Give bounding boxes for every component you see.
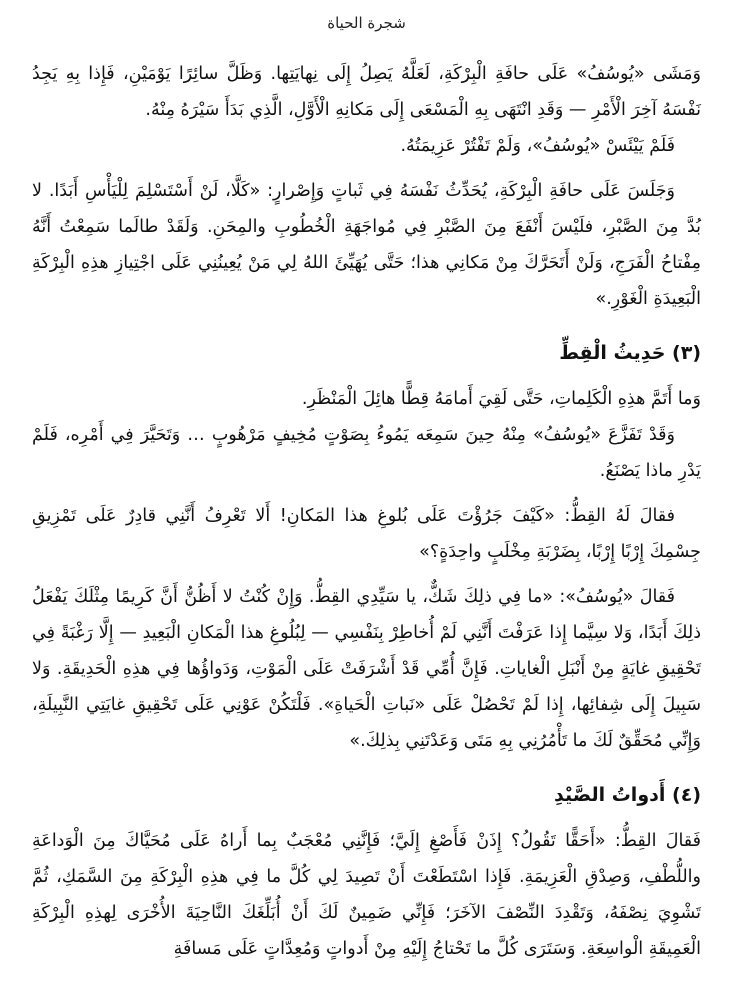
section-heading: (٣) حَدِيثُ الْقِطِّ <box>559 342 701 364</box>
page-body <box>32 56 701 967</box>
paragraph: وَما أَتَمَّ هذِهِ الْكَلِماتِ، حَتَّى لَقِيَ أَمامَهُ قِطًّا هائِلَ الْمَنْظَرِ. <box>301 389 701 409</box>
paragraph: فَقالَ «يُوسُفُ»: «ما فِي ذلِكَ شَكٌّ، يا سَيِّدِي القِطُّ. وَإِنْ كُنْتُ لا أَظُنُّ أَنَّ كَرِيمًا مِثْلَكَ يَفْعَلُ ذلِكَ أَبَدًا، وَلا سِيَّما إِذا عَرَفْتَ أَنَّنِي لَمْ أُخاطِرْ بِنَفْسِي — لِبُلُوغِ هذا الْمَكانِ الْبَعِيدِ — إِلَّا رَغْبَةً فِي تَحْقِيقِ غايَةٍ مِنْ أَنْبَلِ الْغاياتِ. فَإِنَّ أُمِّي قَدْ أَشْرَفَتْ عَلَى الْمَوْتِ، وَدَواؤُها فِي هذِهِ الْحَدِيقَةِ. وَلا سَبِيلَ إِلَى شِفائِها، إِذا لَمْ تَحْصُلْ عَلَى «نَباتِ الْحَياةِ». فَلْتَكُنْ عَوْنِي عَلَى تَحْقِيقِ غايَتِي النَّبِيلَةِ، وَإِنِّي مُحَقِّقٌ لَكَ ما تَأْمُرُنِي بِهِ مَتَى وَعَدْتَنِي بِذلِكَ.» <box>32 587 701 751</box>
section-heading: (٤) أَدواتُ الصَّيْدِ <box>554 784 701 806</box>
paragraph: وَقَدْ تَفَزَّعَ «يُوسُفُ» مِنْهُ حِينَ سَمِعَه يَمُوءُ بِصَوْتٍ مُخِيفٍ مَرْهُوبٍ … وَتَحَيَّرَ فِي أَمْرِه، فَلَمْ يَدْرِ ماذا يَصْنَعُ. <box>32 425 701 481</box>
paragraph: وَمَشَى «يُوسُفُ» عَلَى حافَةِ الْبِرْكَةِ، لَعَلَّهُ يَصِلُ إِلَى نِهايَتِها. وَظَلَّ سائِرًا يَوْمَيْنِ، فَإِذا بِهِ يَجِدُ نَفْسَهُ آخِرَ الْأَمْرِ — وَقَدِ انْتَهَى بِهِ الْمَسْعَى إِلَى مَكانِهِ الْأَوَّلِ، الَّذِي بَدَأَ سَيْرَهُ مِنْهُ. <box>32 64 701 120</box>
running-header: شجرة الحياة <box>327 14 406 32</box>
paragraph: فَلَمْ يَيْئَسْ «يُوسُفُ»، وَلَمْ تَفْتُرْ عَزِيمَتُهُ. <box>400 136 675 156</box>
paragraph: وَجَلَسَ عَلَى حافَةِ الْبِرْكَةِ، يُحَدِّثُ نَفْسَهُ فِي ثَباتٍ وَإِصْرارٍ: «كَلَّا، لَنْ أَسْتَسْلِمَ لِلْيَأْسِ أَبَدًا. لا بُدَّ مِنَ الصَّبْرِ، فلَيْسَ أَنْفَعَ مِنَ الصَّبْرِ فِي مُواجَهَةِ الْخُطُوبِ والمِحَنِ. وَلَقَدْ طالَما سَمِعْتُ أَنَّهُ مِفْتاحُ الْفَرَجِ، وَلَنْ أَتَحَرَّكَ مِنْ مَكانِي هذا؛ حَتَّى يُهَيِّئَ اللهُ لِي مَنْ يُعِينُنِي عَلَى اجْتِيازِ هذِهِ الْبِرْكَةِ الْبَعِيدَةِ الْغَوْرِ.» <box>32 181 701 309</box>
paragraph: فَقالَ القِطُّ: «أَحَقًّا تَقُولُ؟ إِذَنْ فَأَصْغِ إِلَيَّ؛ فَإِنَّنِي مُعْجَبٌ بِما أَراهُ عَلَى مُحَيَّاكَ مِنَ الْوَداعَةِ واللُّطْفِ، وَصِدْقِ الْعَزِيمَةِ. فَإِذا اسْتَطَعْتَ أَنْ تَصِيدَ لِي كُلَّ ما فِي هذِهِ الْبِرْكَةِ مِنَ السَّمَكِ، ثُمَّ تَشْوِيَ نِصْفَهُ، وَتَقْدِدَ النِّصْفَ الآخَرَ؛ فَإِنِّي ضَمِينٌ لَكَ أَنْ أُبَلِّغَكَ النَّاحِيَةَ الأُخْرَى لِهذِهِ الْبِرْكَةِ الْعَمِيقَةِ الْواسِعَةِ. وَسَتَرَى كُلَّ ما تَحْتاجُ إِلَيْهِ مِنْ أَدواتٍ وَمُعِدَّاتٍ عَلَى مَسافَةِ <box>32 831 701 959</box>
paragraph: فقالَ لَهُ القِطُّ: «كَيْفَ جَرُؤْتَ عَلَى بُلوغِ هذا المَكانِ! أَلا تَعْرِفُ أَنَّنِي قادِرٌ عَلَى تَمْزِيقِ جِسْمِكَ إِرْبًا إِرْبًا، بِضَرْبَةِ مِخْلَبٍ واحِدَةٍ؟» <box>32 506 701 562</box>
